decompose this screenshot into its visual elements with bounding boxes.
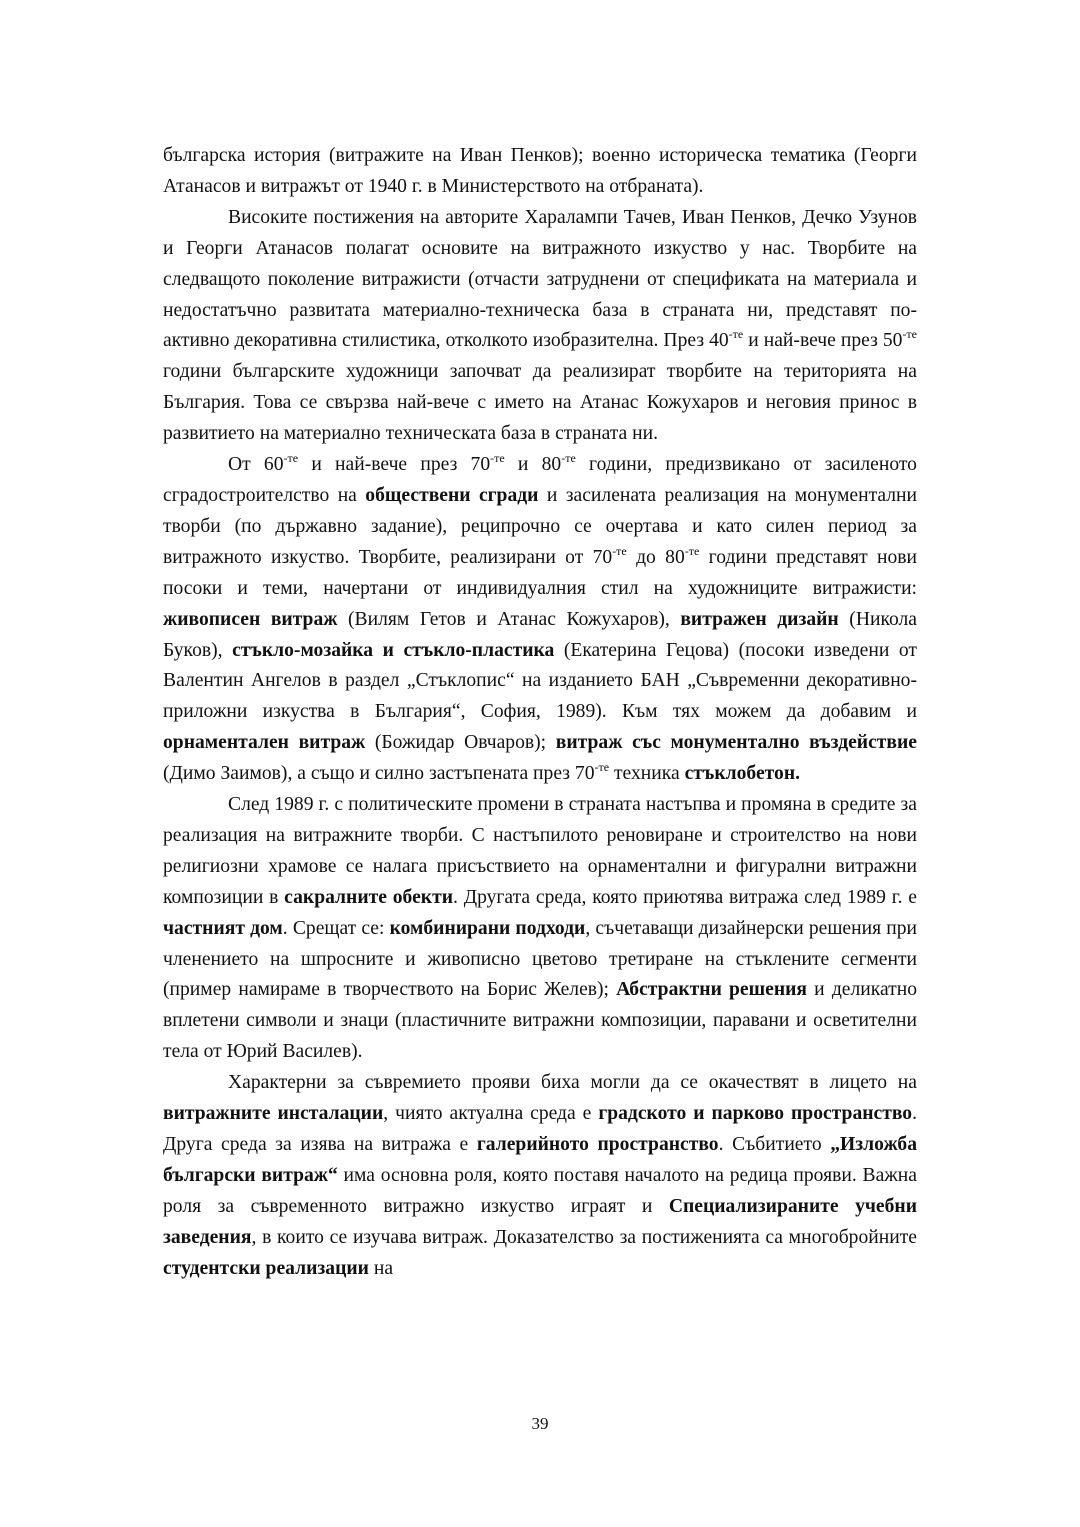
text-run: (Вилям Гетов и Атанас Кожухаров), (337, 608, 681, 630)
superscript-suffix: -те (612, 543, 627, 558)
text-run: и 80 (504, 454, 562, 476)
bold-term: обществени сгради (365, 484, 539, 506)
text-run: има основна роля, която поставя началото на редица прояви. Важна роля за съвременното витражно изкуство играят и (163, 1164, 917, 1217)
bold-term: градското и парково пространство (598, 1103, 913, 1125)
bold-term: витражен дизайн (680, 608, 839, 630)
body-text (163, 141, 917, 1285)
text-run: , съчетаващи дизайнерски решения при членението на шпросните и живописно цветово третиране на стъклените сегменти (пример намираме в творчеството на Борис Желев); (163, 917, 917, 1001)
text-run: до 80 (626, 546, 685, 568)
bold-term: комбинирани подходи (389, 917, 586, 939)
bold-term: Абстрактни решения (616, 979, 808, 1001)
text-run: и деликатно вплетени символи и знаци (пластичните витражни композиции, паравани и осветителни тела от Юрий Василев). (163, 979, 918, 1063)
text-run: , чиято актуална среда е (383, 1103, 599, 1125)
text-run: . Срещат се: (282, 917, 390, 939)
bold-term: живописен витраж (163, 608, 338, 630)
text-run: (Божидар Овчаров); (365, 732, 556, 754)
paragraph (163, 790, 917, 1068)
text-run: Високите постижения на авторите Харалампи Тачев, Иван Пенков, Дечко Узунов и Георги Атанасов полагат основите на витражното изкуство у нас. Творбите на следващото поколение витражисти (отчасти затруднени от спецификата на материала и недостатъчно развитата материално-техническа база в страната ни, представят по-активно декоративна стилистика, отколкото изобразителна. През 40 (163, 206, 917, 352)
bold-term: Специализираните учебни заведения (163, 1195, 918, 1248)
text-run: (Димо Заимов), а също и силно застъпената през 70 (163, 763, 595, 785)
paragraph (163, 1068, 917, 1284)
text-run: . Другата среда, която приютява витража след 1989 г. е (453, 886, 917, 908)
bold-term: стъкло-мозайка и стъкло-пластика (232, 639, 555, 661)
text-run: След 1989 г. с политическите промени в страната настъпва и промяна в средите за реализация на витражните творби. С настъпилото реновиране и строителство на нови религиозни храмове се налага присъствието на орнаментални и фигурални витражни композиции в (163, 794, 917, 908)
text-run: години представят нови посоки и теми, начертани от индивидуалния стил на художниците витражисти: (163, 546, 917, 599)
paragraph (163, 203, 917, 450)
text-run: и засилената реализация на монументални творби (по държавно задание), реципрочно се очертава и като силен период за витражното изкуство. Творбите, реализирани от 70 (163, 484, 918, 568)
bold-term: витраж със монументално въздействие (555, 732, 917, 754)
superscript-suffix: -те (902, 327, 917, 342)
text-run: техника (609, 763, 685, 785)
text-run: . Събитието (718, 1134, 831, 1155)
superscript-suffix: -те (283, 451, 299, 466)
bold-term: частният дом (163, 917, 283, 939)
text-run: и най-вече през 70 (298, 454, 491, 476)
bold-term: витражните инсталации (163, 1103, 384, 1125)
bold-term: орнаментален витраж (163, 732, 366, 754)
superscript-suffix: -те (728, 327, 744, 342)
superscript-suffix: -те (561, 451, 576, 466)
text-run: години, предизвикано от засиленото сградостроителство на (163, 454, 917, 506)
paragraph (163, 141, 917, 203)
text-run: и най-вече през 50 (743, 330, 903, 352)
text-run: От 60 (228, 454, 284, 476)
text-run: (Никола Буков), (163, 608, 917, 661)
superscript-suffix: -те (594, 760, 610, 775)
bold-term: сакралните обекти (284, 886, 453, 908)
bold-term: студентски реализации (163, 1257, 369, 1279)
text-run: години българските художници започват да реализират творбите на територията на България. Това се свързва най-вече с името на Атанас Кожухаров и неговия принос в развитието на материално техническата база в страната ни. (163, 361, 917, 445)
page-number: 39 (531, 1414, 549, 1433)
bold-term: галерийното пространство (476, 1134, 719, 1155)
superscript-suffix: -те (684, 543, 700, 558)
bold-term: стъклобетон. (684, 763, 801, 785)
text-run: , в които се изучава витраж. Доказателство за постиженията са многобройните (251, 1226, 917, 1248)
superscript-suffix: -те (490, 451, 505, 466)
text-run: на (368, 1257, 394, 1279)
bold-term: „Изложба български витраж“ (163, 1134, 917, 1186)
text-run: българска история (витражите на Иван Пенков); военно историческа тематика (Георги Атанасов и витражът от 1940 г. в Министерството на отбраната). (163, 145, 917, 197)
text-run: Характерни за съвремието прояви биха могли да се окачествят в лицето на (228, 1072, 917, 1094)
text-run: . Друга среда за изява на витража е (163, 1103, 918, 1155)
text-run: (Екатерина Гецова) (посоки изведени от Валентин Ангелов в раздел „Стъклопис“ на изданието БАН „Съвременни декоративно-приложни изкуства в България“, София, 1989). Към тях можем да добавим и (163, 639, 917, 723)
paragraph (163, 450, 917, 790)
